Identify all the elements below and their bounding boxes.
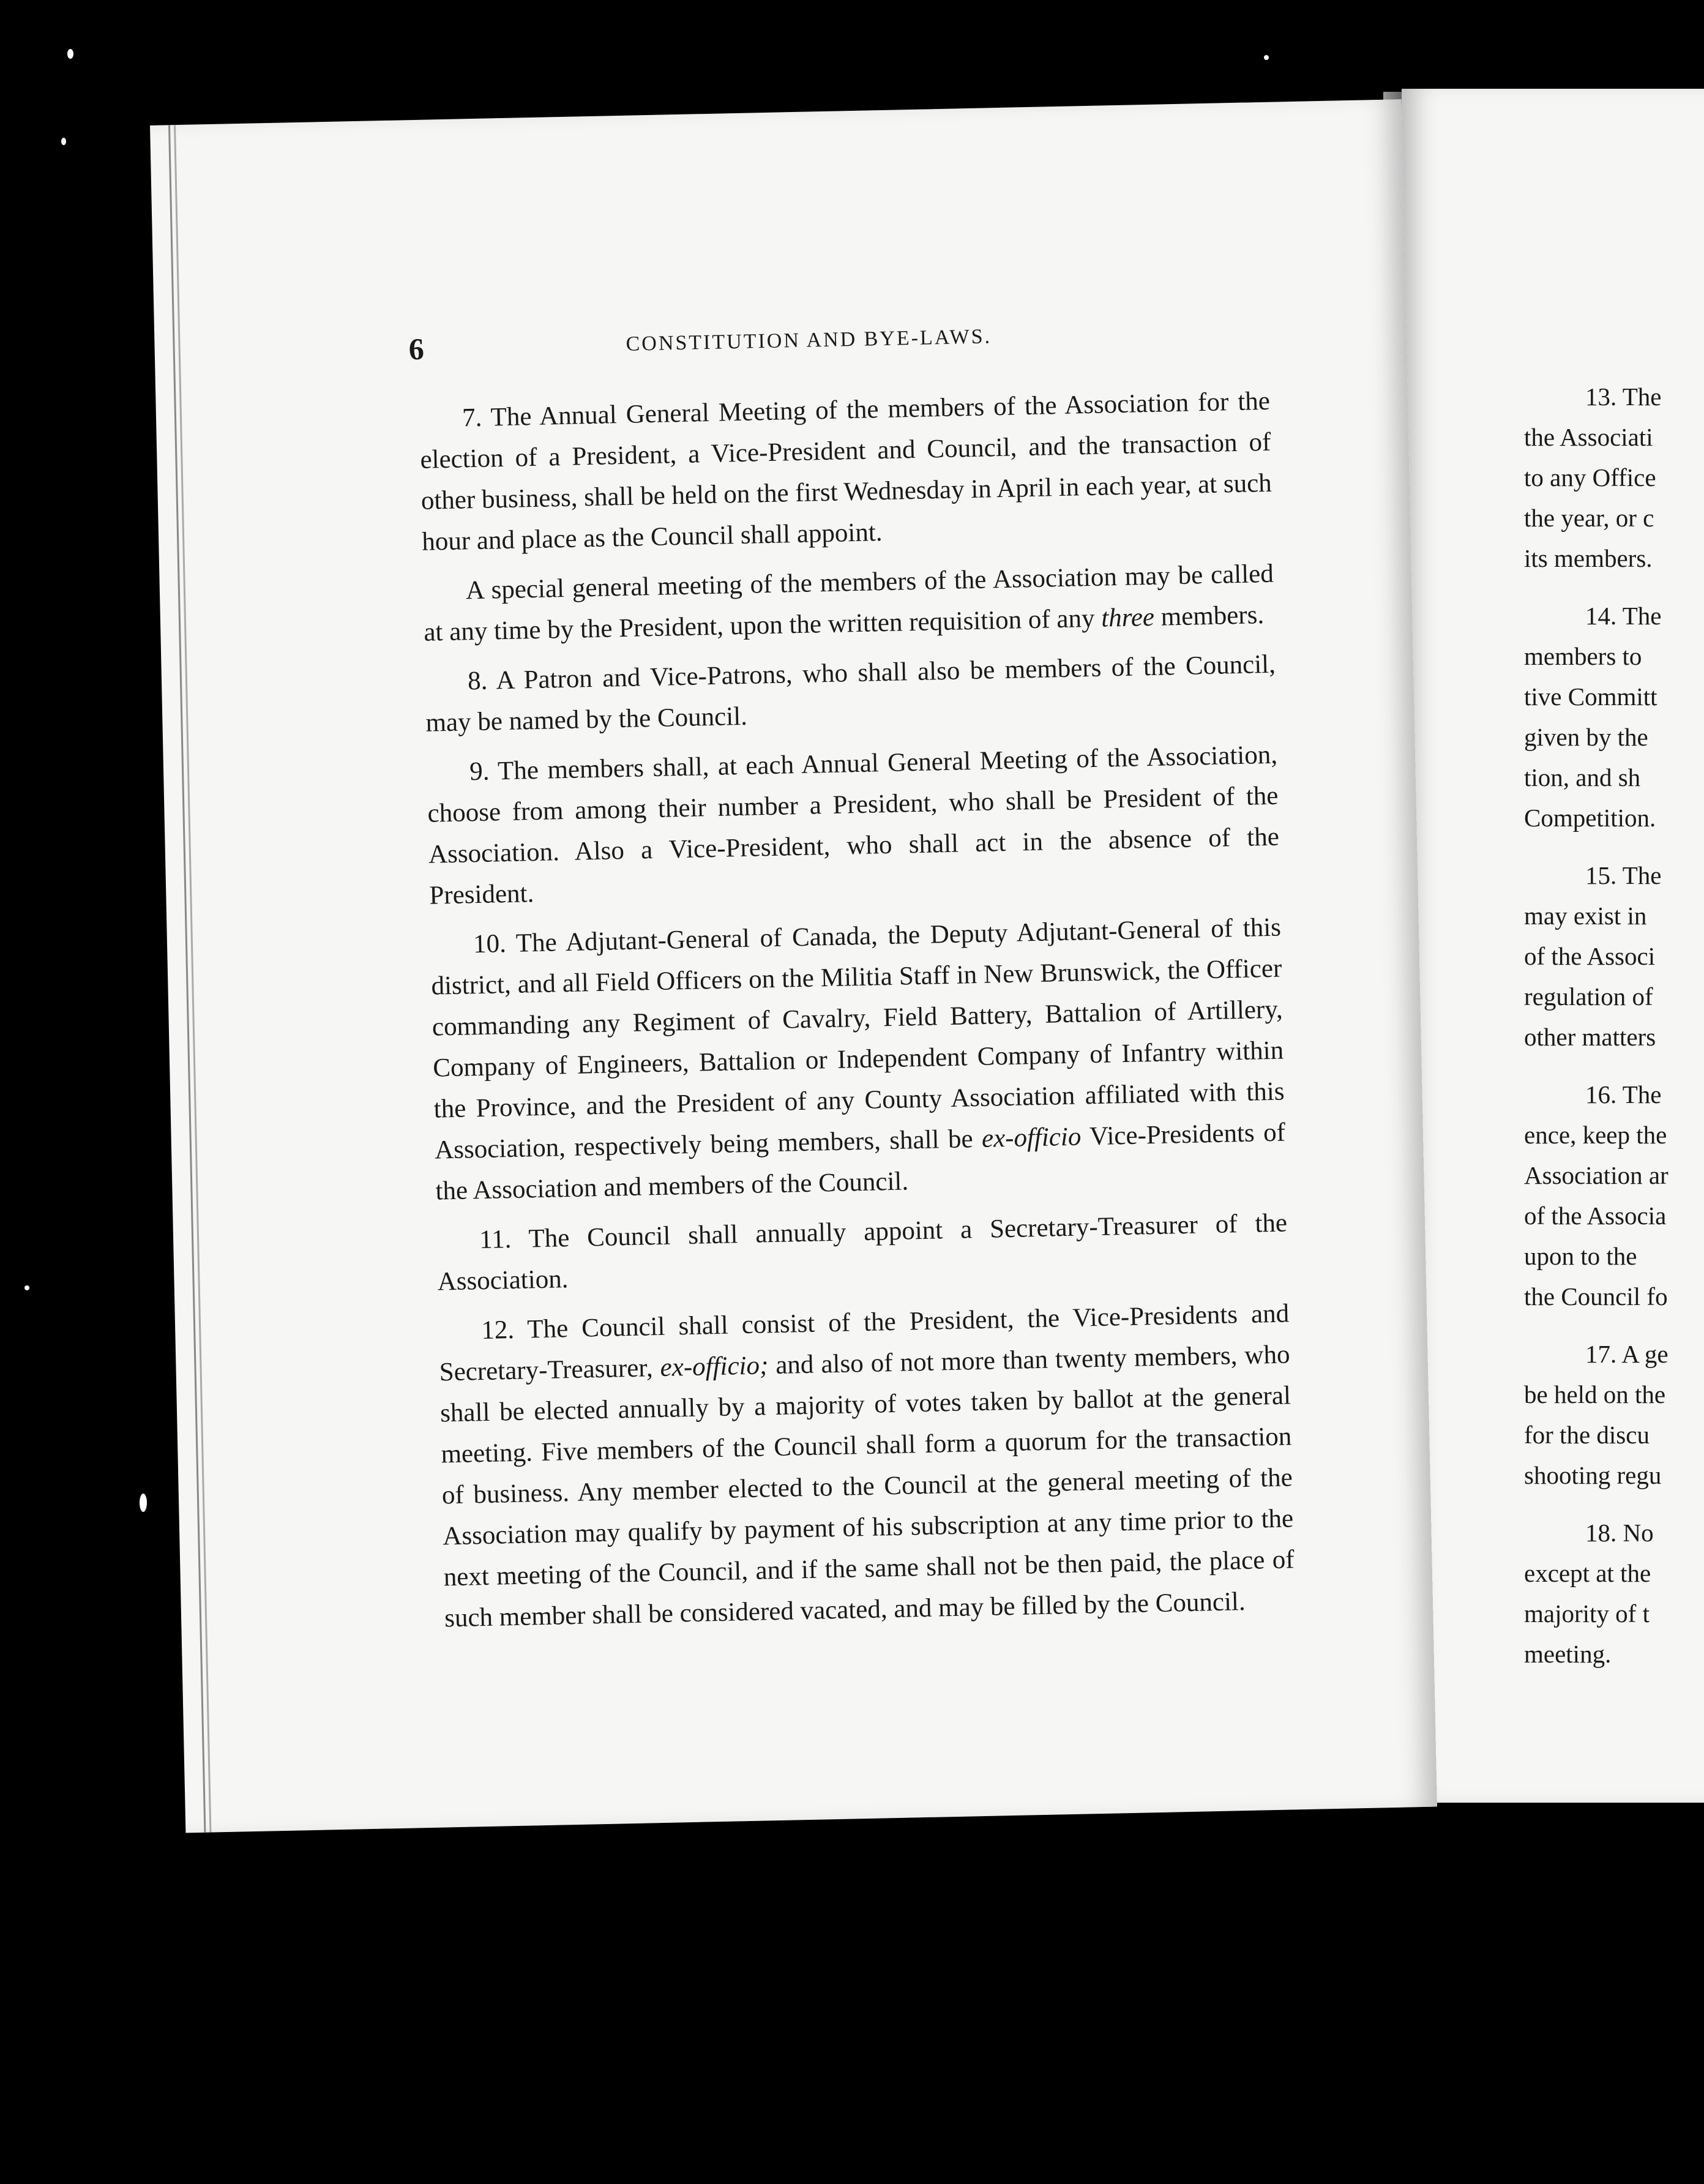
right-page-line: of the Associ — [1524, 942, 1656, 970]
paragraph-12: 12. The Council shall consist of the President, the Vice-Presidents and Secretary-Treasurer, ex-officio; and also of not more than twenty members, who shall be elected annually by a majority of votes taken by ballot at the general meeting. Five members of the Council shall form a quorum for the transaction of business. Any member elected to the Council at the general meeting of the Association may qualify by payment of his subscription at any time prior to the next meeting of the Council, and if the same shall not be then paid, the place of such member shall be considered vacated, and may be filled by the Council. — [439, 1299, 1295, 1633]
scan-speck — [61, 138, 66, 145]
right-page-line: 15. The — [1585, 861, 1662, 889]
right-page — [1402, 89, 1704, 1803]
left-page — [150, 99, 1437, 1833]
right-page-gap — [1524, 1495, 1704, 1513]
right-page-line: its members. — [1524, 544, 1653, 572]
right-page-line: 17. A ge — [1585, 1340, 1668, 1368]
scan-speck — [67, 49, 73, 59]
running-head-title: CONSTITUTION AND BYE-LAWS. — [626, 325, 992, 356]
right-page-line: except at the — [1524, 1559, 1651, 1587]
page-number: 6 — [408, 331, 425, 367]
right-page-line: Competition. — [1524, 804, 1656, 832]
right-page-line: upon to the — [1524, 1242, 1637, 1270]
right-page-gap — [1524, 1317, 1704, 1334]
right-page-line: majority of t — [1524, 1599, 1650, 1628]
right-page-line: 18. No — [1585, 1519, 1654, 1547]
right-page-line: for the discu — [1524, 1421, 1650, 1449]
paragraph-7: 7. The Annual General Meeting of the members of the Association for the election of a President, a Vice-President and Council, and the transaction of other business, shall be held on the first Wednesday in April in each year, at such hour and place as the Council shall appoint. — [420, 386, 1272, 556]
right-page-line: 13. The — [1585, 383, 1662, 411]
right-page-line: shooting regu — [1524, 1461, 1662, 1489]
body-text — [419, 381, 1295, 1648]
right-page-line: meeting. — [1524, 1640, 1612, 1668]
right-page-line: ence, keep the — [1524, 1121, 1667, 1149]
right-page-line: may exist in — [1524, 902, 1647, 930]
scan-speck — [140, 1494, 147, 1512]
right-page-line: tive Committ — [1524, 682, 1657, 711]
right-page-line: Association ar — [1524, 1161, 1668, 1189]
right-page-line: regulation of — [1524, 982, 1653, 1011]
right-page-line: the Associati — [1524, 423, 1653, 451]
page-edge — [168, 125, 211, 1833]
right-page-gap — [1524, 838, 1704, 855]
right-page-line: of the Associa — [1524, 1202, 1667, 1230]
right-page-line: given by the — [1524, 723, 1648, 751]
right-page-line: the Council fo — [1524, 1282, 1668, 1311]
paragraph-8: 8. A Patron and Vice-Patrons, who shall also be members of the Council, may be named by the Council. — [425, 649, 1276, 738]
right-page-text — [1524, 376, 1704, 1674]
right-page-gap — [1524, 578, 1704, 596]
paragraph-10: 10. The Adjutant-General of Canada, the Deputy Adjutant-General of this district, and all Field Officers on the Militia Staff in New Brunswick, the Officer commanding any Regiment of Cavalry, Field Battery, Battalion of Artillery, Company of Engineers, Battalion or Independent Company of Infantry within the Province, and the President of any County Association affiliated with this Association, respectively being members, shall be ex-officio Vice-Presidents of the Association and members of the Council. — [431, 913, 1286, 1206]
scan-speck — [24, 1285, 29, 1290]
scan-speck — [1264, 55, 1269, 60]
right-page-line: other matters — [1524, 1023, 1656, 1051]
right-page-gap — [1524, 1057, 1704, 1074]
running-head — [154, 310, 1407, 373]
paragraph-9: 9. The members shall, at each Annual General Meeting of the Association, choose from among their number a President, who shall be President of the Association. Also a Vice-President, who shall act in the absence of the President. — [427, 740, 1280, 910]
right-page-line: 14. The — [1585, 602, 1662, 630]
right-page-line: the year, or c — [1524, 504, 1654, 532]
right-page-line: 16. The — [1585, 1080, 1662, 1109]
paragraph-7-special-meeting: A special general meeting of the members of the Association may be called at any time by the President, upon the written requisition of any three members. — [423, 559, 1274, 647]
right-page-line: tion, and sh — [1524, 763, 1641, 791]
right-page-line: be held on the — [1524, 1380, 1666, 1408]
right-page-line: to any Office — [1524, 463, 1656, 492]
right-page-line: members to — [1524, 642, 1642, 670]
paragraph-11: 11. The Council shall annually appoint a Secretary-Treasurer of the Association. — [437, 1208, 1288, 1296]
